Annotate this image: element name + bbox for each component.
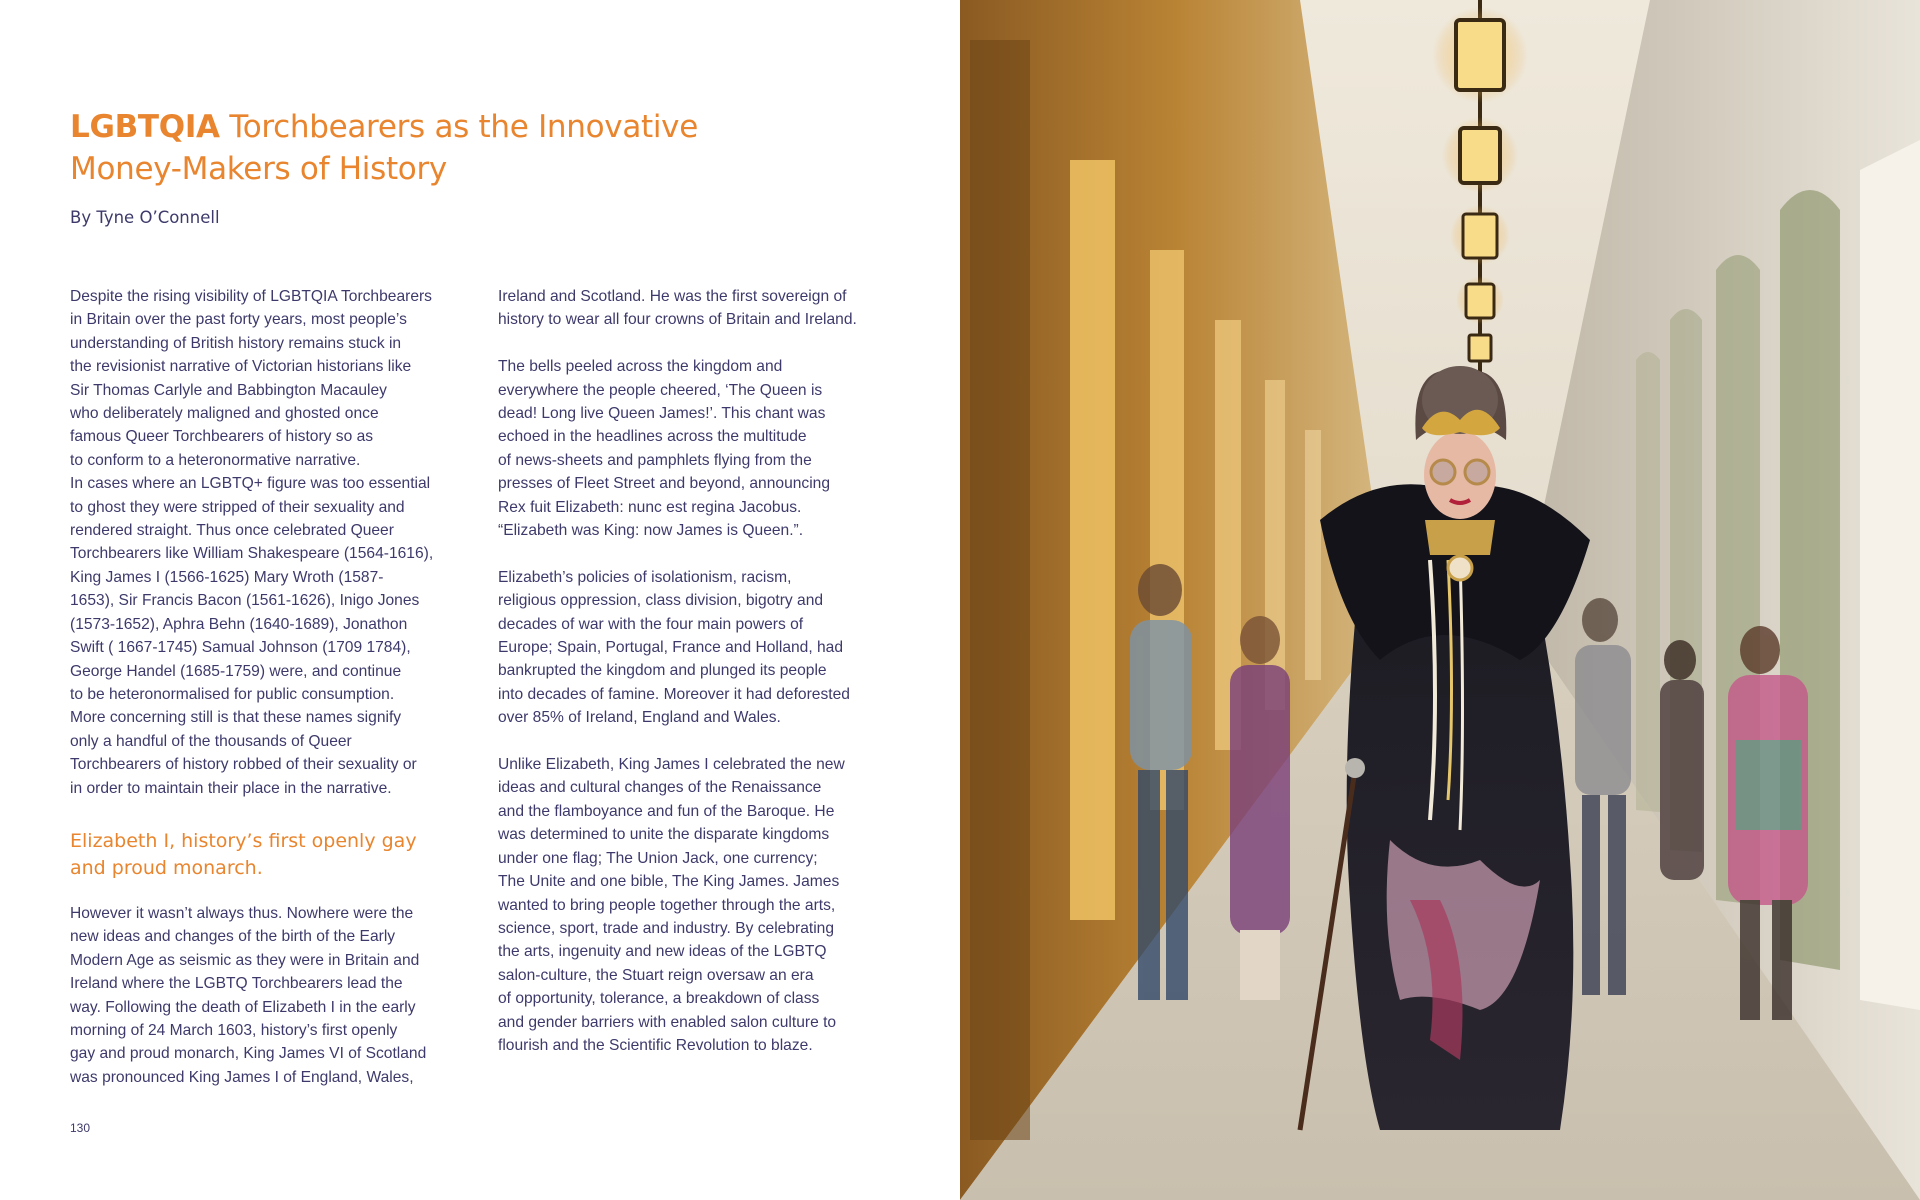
photo-illustration — [960, 0, 1920, 1200]
byline: By Tyne O’Connell — [70, 208, 220, 227]
text-column-2 — [498, 285, 898, 1081]
article-photo — [960, 0, 1920, 1200]
title-highlight: LGBTQIA — [70, 109, 220, 145]
body-paragraph: Elizabeth’s policies of isolationism, racism, religious oppression, class division, bigotry and decades of war with the four main powers of Europe; Spain, Portugal, France and Holland, had bankrupted the kingdom and plunged its people into decades of famine. Moreover it had deforested over 85% of Ireland, England and Wales. — [498, 568, 850, 727]
body-paragraph: Unlike Elizabeth, King James I celebrated the new ideas and cultural changes of the Renaissance and the flamboyance and fun of the Baroque. He was determined to unite the disparate kingdoms under one flag; The Union Jack, one currency; The Unite and one bible, The King James. James wanted to bring people together through the arts, science, sport, trade and industry. By celebrating the arts, ingenuity and new ideas of the LGBTQ salon-culture, the Stuart reign oversaw an era of opportunity, tolerance, a breakdown of class and gender barriers with enabled salon culture to flourish and the Scientific Revolution to blaze. — [498, 756, 845, 1054]
body-paragraph: Despite the rising visibility of LGBTQIA Torchbearers in Britain over the past forty years, most people’s understanding of British history remains stuck in the revisionist narrative of Victorian historians like Sir Thomas Carlyle and Babbington Macauley who deliberately maligned and ghosted once famous Queer Torchbearers of history so as to conform to a heteronormative narrative. In cases where an LGBTQ+ figure was too essential to ghost they were stripped of their sexuality and rendered straight. Thus once celebrated Queer Torchbearers like William Shakespeare (1564-1616), King James I (1566-1625) Mary Wroth (1587- 1653), Sir Francis Bacon (1561-1626), Inigo Jones (1573-1652), Aphra Behn (1640-1689), Jonathon Swift ( 1667-1745) Samual Johnson (1709 1784), George Handel (1685-1759) were, and continue to be heteronormalised for public consumption. More concerning still is that these names signify only a handful of the thousands of Queer Torchbearers of history robbed of their sexuality or in order to maintain their place in the narrative. — [70, 288, 434, 797]
section-subheading: Elizabeth I, history’s first openly gay and proud monarch. — [70, 829, 417, 879]
text-column-1 — [70, 285, 470, 1113]
body-paragraph: The bells peeled across the kingdom and everywhere the people cheered, ‘The Queen is dead! Long live Queen James!’. This chant was echoed in the headlines across the multitude of news-sheets and pamphlets flying from the presses of Fleet Street and beyond, announcing Rex fuit Elizabeth: nunc est regina Jacobus. “Elizabeth was King: now James is Queen.”. — [498, 358, 831, 540]
body-paragraph: However it wasn’t always thus. Nowhere were the new ideas and changes of the birth of the Early Modern Age as seismic as they were in Britain and Ireland where the LGBTQ Torchbearers lead the way. Following the death of Elizabeth I in the early morning of 24 March 1603, history’s first openly gay and proud monarch, King James VI of Scotland was pronounced King James I of England, Wales, — [70, 904, 427, 1086]
title-text: Torchbearers as the Innovative Money-Makers of History — [70, 109, 699, 187]
article-title — [70, 106, 770, 190]
body-paragraph: Ireland and Scotland. He was the first sovereign of history to wear all four crowns of Britain and Ireland. — [498, 288, 857, 329]
page-number: 130 — [70, 1121, 91, 1135]
